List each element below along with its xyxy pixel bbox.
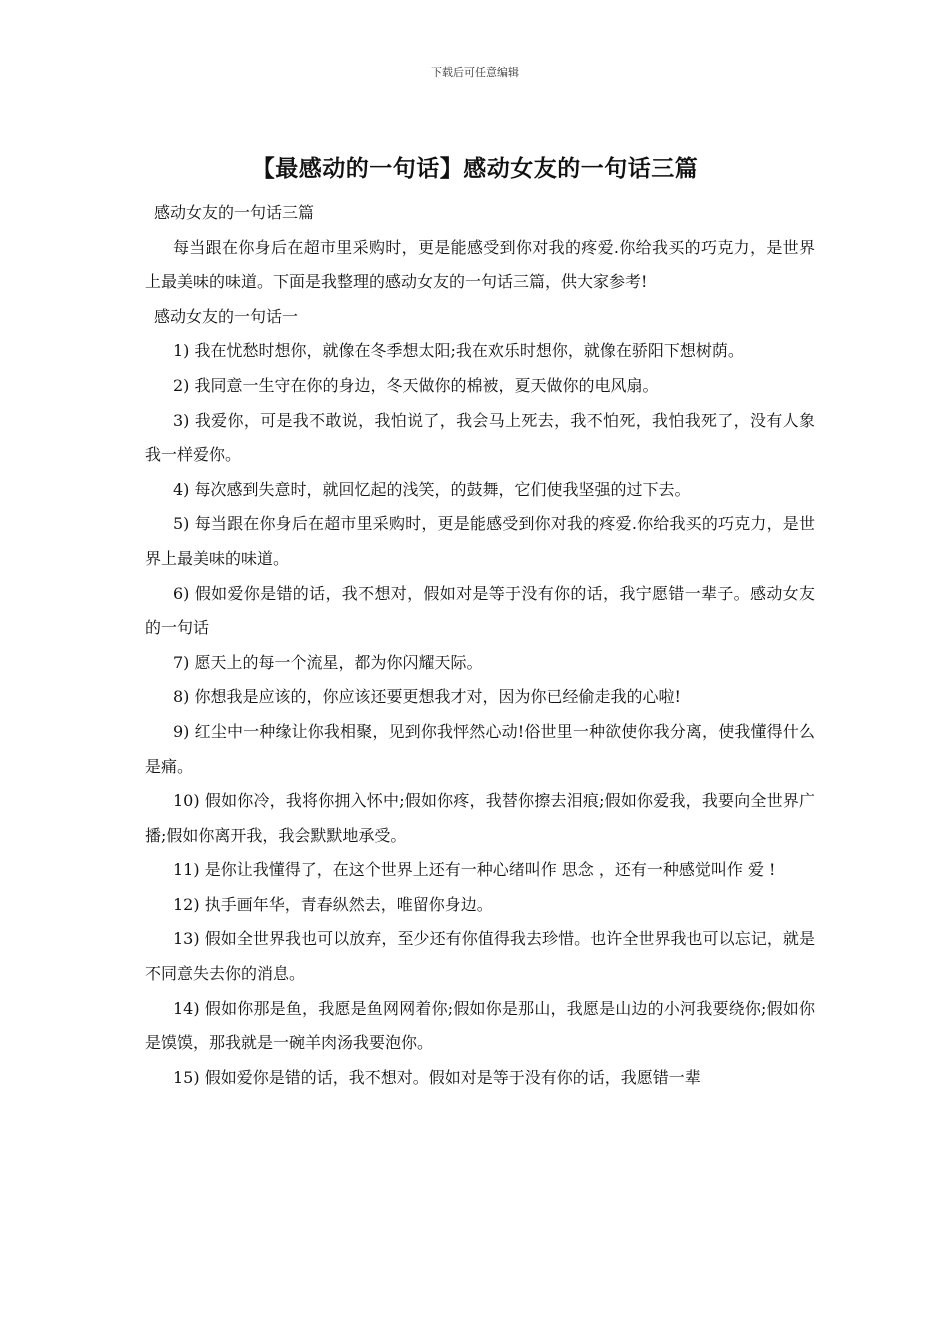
list-item: 11) 是你让我懂得了，在这个世界上还有一种心绪叫作 思念 ，还有一种感觉叫作 爱 ! [173, 860, 776, 880]
list-item: 12) 执手画年华，青春纵然去，唯留你身边。 [173, 894, 493, 914]
list-item: 13) 假如全世界我也可以放弃，至少还有你值得我去珍惜。也许全世界我也可以忘记，就是不同意失去你的消息。 [145, 929, 815, 984]
list-item: 1) 我在忧愁时想你，就像在冬季想太阳;我在欢乐时想你，就像在骄阳下想树荫。 [173, 341, 744, 361]
list-item: 10) 假如你冷，我将你拥入怀中;假如你疼，我替你擦去泪痕;假如你爱我，我要向全世界广播;假如你离开我，我会默默地承受。 [145, 791, 815, 845]
list-item: 15) 假如爱你是错的话，我不想对。假如对是等于没有你的话，我愿错一辈 [173, 1067, 701, 1087]
list-item: 5) 每当跟在你身后在超市里采购时，更是能感受到你对我的疼爱.你给我买的巧克力，是世界上最美味的味道。 [145, 514, 815, 568]
document-body [145, 196, 815, 1095]
list-item: 7) 愿天上的每一个流星，都为你闪耀天际。 [173, 652, 483, 672]
list-item: 6) 假如爱你是错的话，我不想对，假如对是等于没有你的话，我宁愿错一辈子。感动女友的一句话 [145, 583, 815, 638]
intro-paragraph: 每当跟在你身后在超市里采购时，更是能感受到你对我的疼爱.你给我买的巧克力，是世界上最美味的味道。下面是我整理的感动女友的一句话三篇，供大家参考! [145, 237, 815, 292]
section-heading: 感动女友的一句话一 [154, 306, 299, 326]
list-item: 2) 我同意一生守在你的身边，冬天做你的棉被，夏天做你的电风扇。 [173, 375, 659, 395]
page-title: 【最感动的一句话】感动女友的一句话三篇 [251, 156, 699, 182]
list-item: 8) 你想我是应该的，你应该还要更想我才对，因为你已经偷走我的心啦! [173, 687, 681, 707]
header-note: 下载后可任意编辑 [431, 66, 519, 79]
section-heading: 感动女友的一句话三篇 [154, 203, 315, 222]
list-item: 9) 红尘中一种缘让你我相聚，见到你我怦然心动!俗世里一种欲使你我分离，使我懂得什么是痛。 [145, 721, 815, 776]
list-item: 3) 我爱你，可是我不敢说，我怕说了，我会马上死去，我不怕死，我怕我死了，没有人象我一样爱你。 [145, 410, 815, 465]
list-item: 14) 假如你那是鱼，我愿是鱼网网着你;假如你是那山，我愿是山边的小河我要绕你;假如你是馍馍，那我就是一碗羊肉汤我要泡你。 [145, 998, 815, 1053]
list-item: 4) 每次感到失意时，就回忆起的浅笑，的鼓舞，它们使我坚强的过下去。 [173, 479, 691, 499]
